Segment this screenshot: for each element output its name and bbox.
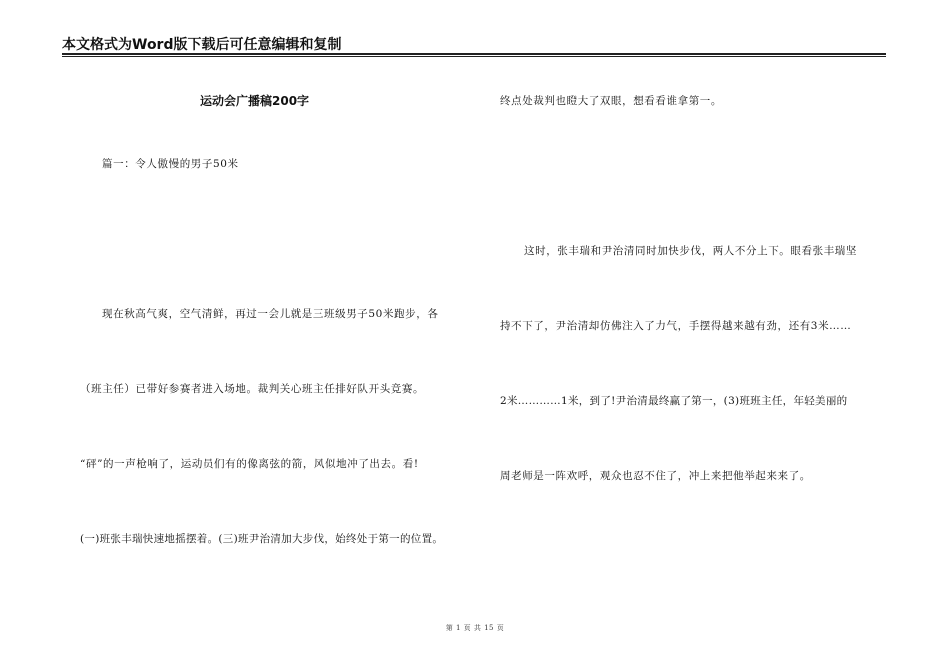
paragraph-line: 现在秋高气爽，空气清鲜，再过一会儿就是三班级男子50米跑步，各 — [102, 308, 439, 320]
paragraph-line: (一)班张丰瑞快速地摇摆着。(三)班尹治清加大步伐，始终处于第一的位置。 — [80, 533, 444, 545]
document-title: 运动会广播稿200字 — [200, 94, 310, 108]
paragraph-line: （班主任）已带好参赛者进入场地。裁判关心班主任排好队开头竞赛。 — [80, 383, 425, 395]
paragraph-line: 周老师是一阵欢呼，观众也忍不住了，冲上来把他举起来来了。 — [500, 470, 811, 482]
page-header: 本文格式为Word版下载后可任意编辑和复制 — [62, 37, 342, 53]
paragraph-line: 终点处裁判也瞪大了双眼，想看看谁拿第一。 — [500, 95, 722, 107]
paragraph-line: “砰”的一声枪响了，运动员们有的像离弦的箭，风似地冲了出去。看! — [80, 458, 419, 470]
header-rule-thin — [62, 56, 886, 57]
section-heading: 篇一：令人傲慢的男子50米 — [102, 158, 239, 170]
header-rule-thick — [62, 53, 886, 55]
page-number: 第 1 页 共 15 页 — [445, 624, 505, 632]
paragraph-line: 这时，张丰瑞和尹治清同时加快步伐，两人不分上下。眼看张丰瑞坚 — [524, 245, 857, 257]
paragraph-line: 2米…………1米，到了!尹治清最终赢了第一，(3)班班主任，年轻美丽的 — [500, 395, 848, 407]
paragraph-line: 持不下了，尹治清却仿佛注入了力气，手摆得越来越有劲，还有3米…… — [500, 320, 852, 332]
